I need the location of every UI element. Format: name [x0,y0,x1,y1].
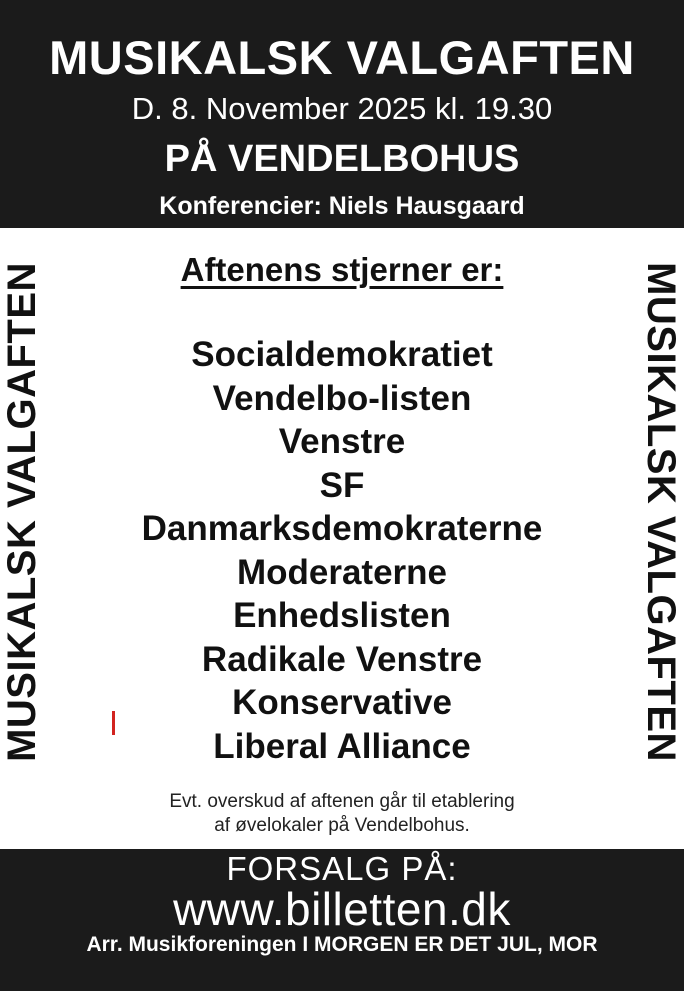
event-venue: PÅ VENDELBOHUS [164,138,520,180]
ticket-website-link[interactable]: www.billetten.dk [173,883,511,935]
presale-label: FORSALG PÅ: [226,850,458,887]
organizer-credit: Arr. Musikforeningen I MORGEN ER DET JUL, MOR [86,933,598,956]
party-list [0,333,684,768]
party-item: Radikale Venstre [201,639,483,679]
side-title-left: MUSIKALSK VALGAFTEN [0,262,44,762]
red-mark-decoration [112,711,115,735]
party-item: SF [319,465,365,505]
header-band [0,0,684,228]
proceeds-note [0,790,684,838]
party-item: Socialdemokratiet [191,335,493,374]
proceeds-note-line-1: Evt. overskud af aftenen går til etablering [169,791,515,812]
party-item: Moderaterne [236,552,448,592]
side-title-right: MUSIKALSK VALGAFTEN [639,262,683,762]
event-host: Konferencier: Niels Hausgaard [159,192,525,220]
party-item: Konservative [232,683,452,722]
footer-band [0,849,684,991]
event-title: MUSIKALSK VALGAFTEN [49,31,635,84]
party-item: Enhedslisten [233,596,451,635]
party-item: Vendelbo-listen [212,378,472,418]
proceeds-note-line-2: af øvelokaler på Vendelbohus. [214,815,470,836]
party-item: Danmarksdemokraterne [141,509,543,548]
event-date: D. 8. November 2025 kl. 19.30 [131,91,553,126]
party-item: Liberal Alliance [213,726,471,766]
stars-heading: Aftenens stjerner er: [180,251,504,288]
party-item: Venstre [278,422,406,461]
